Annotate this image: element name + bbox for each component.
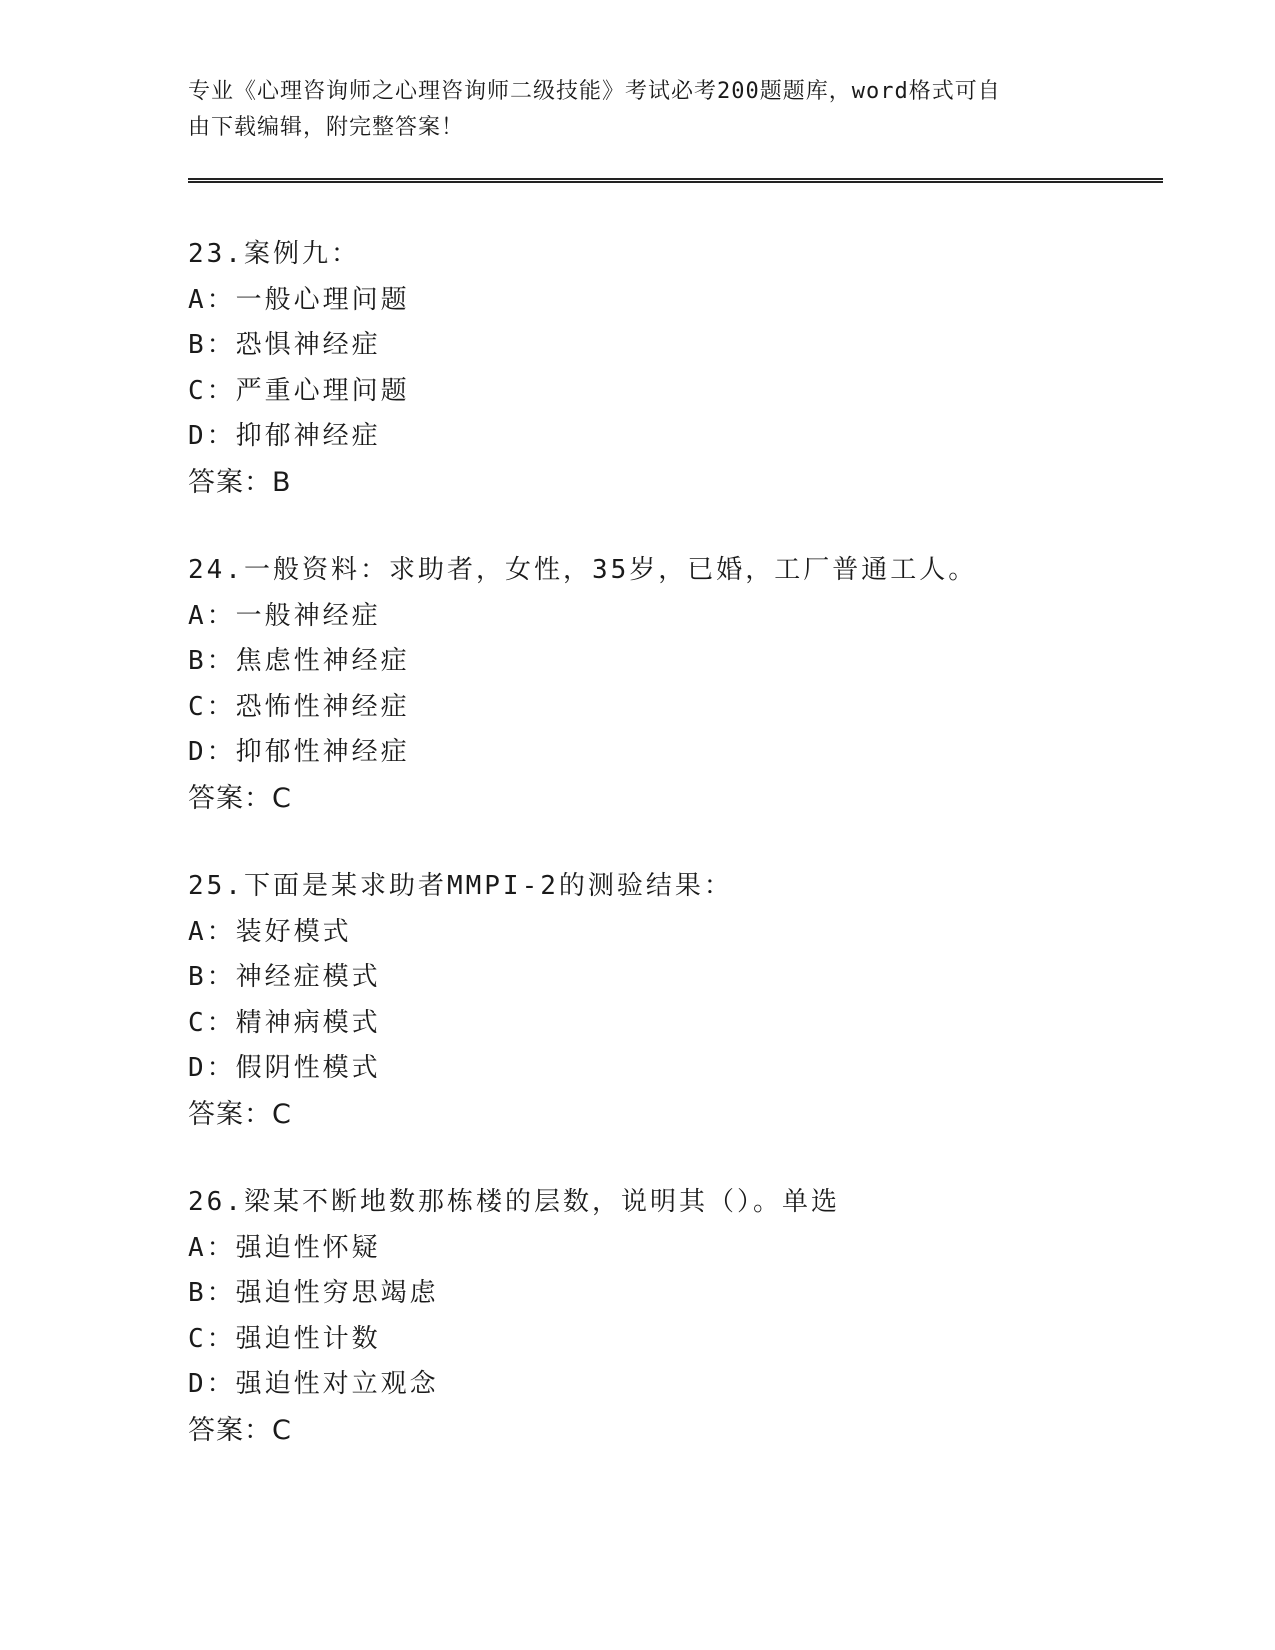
- option-a: A：强迫性怀疑: [188, 1232, 381, 1263]
- answer-label: 答案：C: [188, 1414, 292, 1446]
- option-c: C：强迫性计数: [188, 1323, 381, 1354]
- question-stem: 26.梁某不断地数那栋楼的层数，说明其（）。单选: [188, 1187, 840, 1217]
- option-b: B：神经症模式: [188, 962, 381, 992]
- question-stem: 24.一般资料：求助者，女性，35岁，已婚，工厂普通工人。: [188, 555, 978, 585]
- option-a: A：一般心理问题: [188, 284, 410, 315]
- option-b: B：恐惧神经症: [188, 330, 381, 360]
- option-b: B：强迫性穷思竭虑: [188, 1278, 439, 1308]
- option-d: D：抑郁性神经症: [188, 737, 410, 767]
- question-stem: 23.案例九：: [188, 239, 360, 269]
- option-a: A：一般神经症: [188, 600, 381, 631]
- header-line-2: 由下载编辑，附完整答案！: [188, 115, 465, 140]
- question-24: [188, 548, 1188, 821]
- option-c: C：精神病模式: [188, 1007, 381, 1038]
- option-c: C：严重心理问题: [188, 375, 410, 406]
- option-d: D：抑郁神经症: [188, 421, 381, 451]
- option-a: A：装好模式: [188, 916, 352, 947]
- answer-label: 答案：C: [188, 782, 292, 814]
- option-c: C：恐怖性神经症: [188, 691, 410, 722]
- question-23: [188, 232, 1188, 505]
- question-stem: 25.下面是某求助者MMPI-2的测验结果：: [188, 871, 733, 901]
- answer-label: 答案：B: [188, 466, 292, 498]
- option-b: B：焦虑性神经症: [188, 646, 410, 676]
- option-d: D：强迫性对立观念: [188, 1369, 439, 1399]
- option-d: D：假阴性模式: [188, 1053, 381, 1083]
- header-line-1: 专业《心理咨询师之心理咨询师二级技能》考试必考200题题库，word格式可自: [188, 79, 1001, 104]
- question-26: [188, 1180, 1188, 1453]
- document-header: [188, 74, 1068, 146]
- question-list: [188, 232, 1188, 1496]
- answer-label: 答案：C: [188, 1098, 292, 1130]
- question-25: [188, 864, 1188, 1137]
- header-divider: [188, 178, 1163, 183]
